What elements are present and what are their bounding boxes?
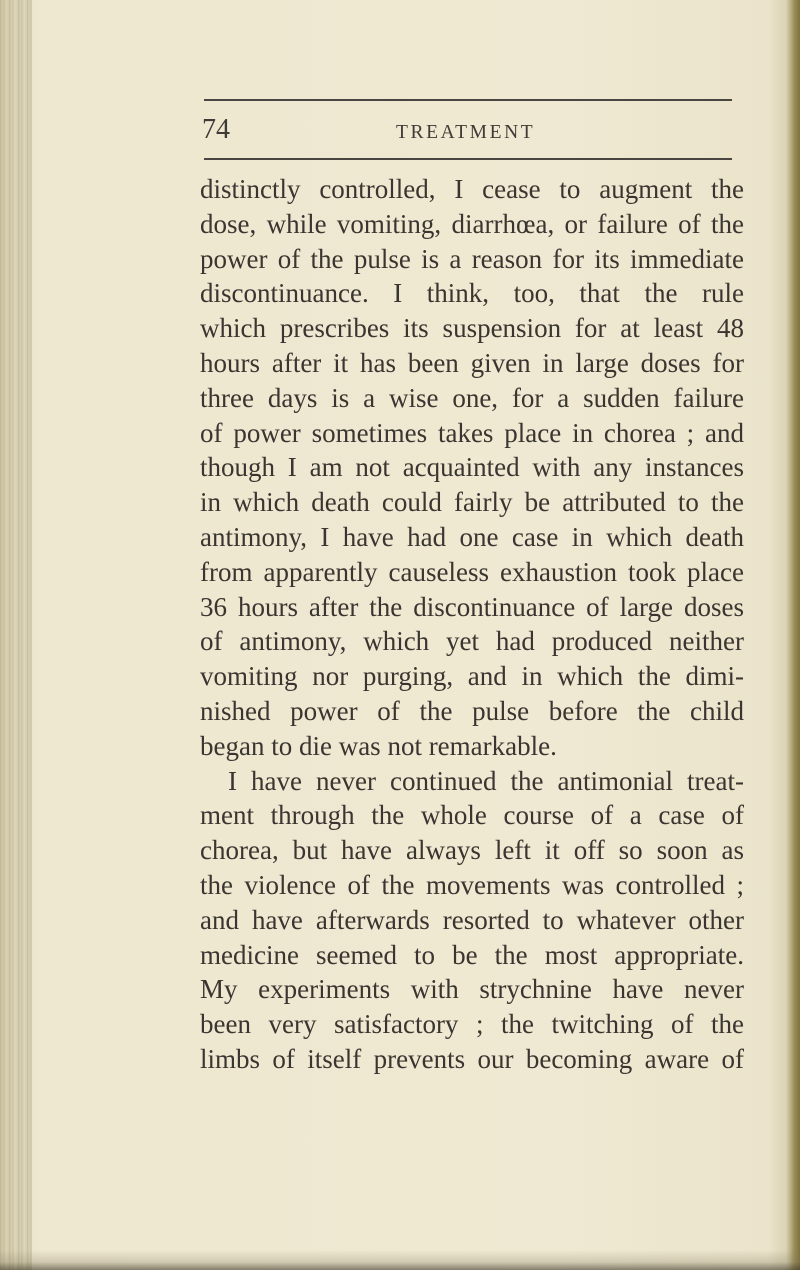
text-line: from apparently causeless exhaustion took place [200,556,744,587]
text-line: My experiments with strychnine have never [200,974,744,1005]
text-line: the violence of the movements was controlled ; [200,869,744,900]
text-line: three days is a wise one, for a sudden failure [200,382,744,413]
text-line: discontinuance. I think, too, that the rule [200,278,744,309]
page-number: 74 [202,114,230,145]
page-edge [786,0,800,1270]
body-text [200,172,744,1077]
text-line: vomiting nor purging, and in which the dimi- [200,661,744,692]
text-line: of antimony, which yet had produced neither [200,626,744,657]
text-line: of power sometimes takes place in chorea ; and [200,417,744,448]
text-line: hours after it has been given in large doses for [200,347,744,378]
text-line: antimony, I have had one case in which death [200,521,744,552]
header-rule-bottom [204,158,732,160]
text-line: though I am not acquainted with any instances [200,452,744,483]
text-line: dose, while vomiting, diarrhœa, or failure of the [200,208,744,239]
text-line: been very satisfactory ; the twitching of the [200,1009,744,1040]
header-rule-top [204,99,732,101]
text-line: ment through the whole course of a case of [200,800,744,831]
text-line: chorea, but have always left it off so soon as [200,835,744,866]
running-head: TREATMENT [396,122,536,143]
text-line: in which death could fairly be attributed to the [200,487,744,518]
text-line: and have afterwards resorted to whatever other [200,904,744,935]
text-line: which prescribes its suspension for at least 48 [200,313,744,344]
text-line: power of the pulse is a reason for its immediate [200,243,744,274]
text-line: distinctly controlled, I cease to augment the [200,174,744,204]
page-bottom-edge [0,1250,800,1270]
text-line: I have never continued the antimonial treat- [228,765,744,796]
text-line: medicine seemed to be the most appropriate. [200,939,744,970]
text-line: limbs of itself prevents our becoming aware of [200,1043,744,1074]
text-line: began to die was not remarkable. [200,730,557,761]
text-line: 36 hours after the discontinuance of large doses [200,591,744,622]
text-line: nished power of the pulse before the child [200,695,744,726]
page-binding-shadow [0,0,32,1270]
